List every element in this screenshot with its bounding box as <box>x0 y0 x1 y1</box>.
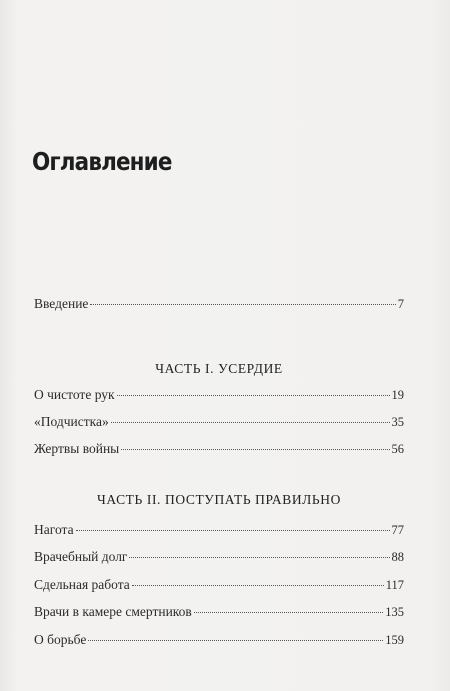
part-heading-2: ЧАСТЬ II. ПОСТУПАТЬ ПРАВИЛЬНО <box>97 492 341 507</box>
toc-entry-label: О чистоте рук <box>34 387 115 402</box>
dot-leader <box>194 612 383 613</box>
toc-entry <box>34 522 404 538</box>
toc-entry-label: Сдельная работа <box>34 577 130 592</box>
toc-entry <box>34 549 404 565</box>
toc-entry-label: Нагота <box>34 522 74 537</box>
toc-entry-page: 117 <box>385 578 404 592</box>
toc-entry-page: 159 <box>385 633 404 647</box>
toc-entry-page: 35 <box>391 415 404 429</box>
toc-entry-intro <box>34 296 404 312</box>
toc-entry-page: 77 <box>391 523 404 537</box>
dot-leader <box>121 449 389 450</box>
toc-entry-label: Введение <box>34 296 89 311</box>
toc-entry-page: 19 <box>391 388 404 402</box>
toc-entry <box>34 414 404 430</box>
toc-entry-page: 135 <box>385 605 404 619</box>
toc-entry-label: О борьбе <box>34 632 87 647</box>
toc-entry-label: Врачи в камере смертников <box>34 604 192 619</box>
page-title: Оглавление <box>32 147 172 176</box>
dot-leader <box>132 585 384 586</box>
part-heading-1: ЧАСТЬ I. УСЕРДИЕ <box>155 361 283 376</box>
dot-leader <box>111 422 390 423</box>
toc-entry <box>34 387 404 403</box>
toc-entry <box>34 604 404 620</box>
dot-leader <box>88 640 383 641</box>
toc-entry <box>34 441 404 457</box>
toc-entry-label: Врачебный долг <box>34 549 128 564</box>
toc-entry-label: Жертвы войны <box>34 441 120 456</box>
toc-entry-page: 88 <box>391 550 404 564</box>
toc-entry <box>34 577 404 593</box>
dot-leader <box>90 304 395 305</box>
toc-entry-label: «Подчистка» <box>34 414 109 429</box>
toc-entry-page: 56 <box>391 442 404 456</box>
toc-entry-page: 7 <box>397 297 404 311</box>
dot-leader <box>76 530 390 531</box>
dot-leader <box>129 557 389 558</box>
toc-entry <box>34 632 404 648</box>
dot-leader <box>117 395 390 396</box>
